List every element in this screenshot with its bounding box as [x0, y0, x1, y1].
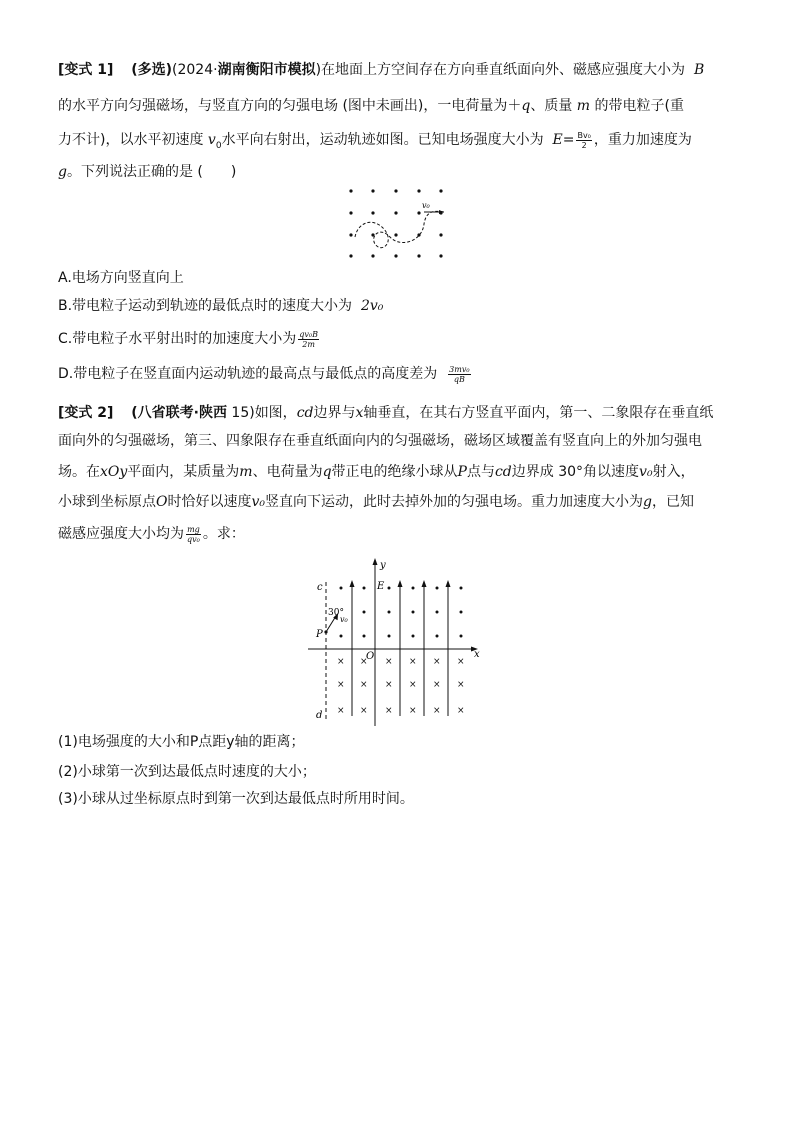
q2-symbol-q: q	[322, 464, 332, 480]
q2-source: (八省联考·陕西	[131, 405, 227, 421]
q2-fig-y-label: y	[380, 560, 386, 571]
q2-figure	[304, 556, 494, 728]
q2-text-1a: 如图，	[254, 405, 297, 421]
q2-fig-d-label: d	[316, 710, 323, 721]
q1-option-c-denominator: 2m	[302, 339, 315, 349]
q1-option-d-fraction	[448, 365, 470, 384]
svg-text:×: ×	[409, 706, 417, 716]
q2-fig-origin-label: O	[366, 651, 375, 662]
q1-text-4: 。下列说法正确的是 ( )	[66, 164, 237, 180]
q1-symbol-q: q	[521, 98, 531, 114]
svg-text:×: ×	[360, 706, 368, 716]
q1-field-dots	[349, 189, 442, 257]
q1-text-2c: 的带电粒子(重	[594, 98, 684, 114]
q1-equals: =	[562, 132, 575, 148]
q2-symbol-cd: cd	[296, 405, 314, 421]
q1-text-2a: 的水平方向匀强磁场，与竖直方向的匀强电场 (图中未画出)，一电荷量为＋	[58, 98, 522, 114]
q2-sub-question-3: (3)小球从过坐标原点时到第一次到达最低点时所用时间。	[58, 791, 414, 807]
svg-text:×: ×	[337, 680, 345, 690]
q2-tag: [变式 2]	[58, 405, 114, 421]
svg-text:×: ×	[457, 657, 465, 667]
q2-text-5a: 磁感应强度大小均为	[58, 526, 184, 542]
q2-text-4c: 竖直向下运动，此时去掉外加的匀强电场。重力加速度大小为	[265, 494, 644, 510]
q1-figure	[340, 182, 452, 264]
q2-symbol-v0: v₀	[639, 464, 653, 480]
q2-fig-P-label: P	[316, 629, 323, 640]
q1-symbol-m: m	[576, 98, 591, 114]
q2-sub-question-2: (2)小球第一次到达最低点时速度的大小；	[58, 764, 316, 780]
q2-B-denominator: qv₀	[187, 534, 200, 544]
svg-text:×: ×	[409, 680, 417, 690]
svg-text:×: ×	[385, 657, 393, 667]
svg-text:×: ×	[457, 680, 465, 690]
q2-fig-v0-label: v₀	[340, 615, 348, 624]
q1-text-3b: 水平向右射出，运动轨迹如图。已知电场强度大小为	[221, 132, 544, 148]
q1-type: (多选)	[131, 62, 173, 78]
svg-text:×: ×	[360, 680, 368, 690]
q1-E-fraction	[576, 131, 591, 150]
q2-line5	[58, 524, 245, 544]
q2-fig-x-label: x	[474, 649, 480, 660]
q1-symbol-E: E	[552, 132, 563, 148]
svg-text:×: ×	[337, 657, 345, 667]
q2-text-4a: 小球到坐标原点	[58, 494, 156, 510]
q1-option-c-numerator: qv₀B	[299, 329, 318, 339]
q1-option-c	[58, 329, 321, 349]
q2-text-3f: 边界成 30°角以速度	[511, 464, 640, 480]
svg-text:×: ×	[457, 706, 465, 716]
q2-symbol-m: m	[239, 464, 253, 480]
q1-symbol-B: B	[693, 62, 705, 78]
q1-text-2b: 、质量	[530, 98, 573, 114]
q1-source: 湖南衡阳市模拟	[217, 62, 316, 78]
q1-option-b	[58, 296, 383, 316]
q2-symbol-v0-2: v₀	[251, 494, 266, 510]
q1-tag: [变式 1]	[58, 62, 114, 78]
q1-text-1: 在地面上方空间存在方向垂直纸面向外、磁感应强度大小为	[321, 62, 686, 78]
q1-source-close: )	[315, 62, 322, 78]
q1-option-d-numerator: 3mv₀	[449, 364, 470, 374]
q1-option-d-denominator: qB	[453, 374, 465, 384]
q2-text-3e: 点与	[466, 464, 495, 480]
q2-text-3a: 场。在	[58, 464, 100, 480]
svg-text:×: ×	[360, 657, 368, 667]
q2-symbol-x: x	[355, 405, 364, 421]
svg-text:×: ×	[385, 706, 393, 716]
q2-line1	[58, 403, 713, 423]
q1-line3	[58, 130, 692, 156]
q1-subscript: 0	[215, 140, 222, 151]
q2-fig-E-label: E	[377, 581, 385, 592]
q1-option-b-value: 2v₀	[360, 298, 384, 314]
q1-fig-v0-label: v₀	[422, 201, 430, 210]
svg-text:×: ×	[337, 706, 345, 716]
q2-symbol-P: P	[457, 464, 467, 480]
q1-line1	[58, 60, 704, 80]
svg-text:×: ×	[409, 657, 417, 667]
q1-E-numerator: Bv₀	[577, 130, 591, 140]
q2-number: 15)	[231, 405, 255, 421]
q2-B-fraction	[186, 525, 201, 544]
q2-sub-question-1: (1)电场强度的大小和P点距y轴的距离；	[58, 734, 305, 750]
q1-option-d-text: D.带电粒子在竖直面内运动轨迹的最高点与最低点的高度差为	[58, 366, 438, 382]
q1-option-c-fraction	[298, 330, 319, 349]
q2-symbol-cd-2: cd	[494, 464, 512, 480]
q1-text-3a: 力不计)，以水平初速度	[58, 132, 204, 148]
svg-text:×: ×	[433, 706, 441, 716]
svg-text:×: ×	[433, 680, 441, 690]
q2-text-5b: 。求：	[202, 526, 245, 542]
q1-option-a: A.电场方向竖直向上	[58, 270, 184, 286]
q2-fig-c-label: c	[317, 582, 323, 593]
q2-field-lines	[352, 584, 448, 716]
q1-option-b-text: B.带电粒子运动到轨迹的最低点时的速度大小为	[58, 298, 353, 314]
svg-text:×: ×	[385, 680, 393, 690]
svg-text:×: ×	[433, 657, 441, 667]
q1-option-d	[58, 364, 473, 384]
q2-text-3d: 带正电的绝缘小球从	[331, 464, 458, 480]
q1-symbol-v: v	[207, 132, 216, 148]
q2-B-numerator: mg	[187, 524, 200, 534]
q2-symbol-xOy: xOy	[100, 464, 128, 480]
q2-line4	[58, 492, 694, 512]
q1-trajectory	[355, 211, 444, 247]
q1-text-3c: ，重力加速度为	[593, 132, 692, 148]
q1-year: (2024·	[172, 62, 218, 78]
q2-text-4d: ，已知	[651, 494, 694, 510]
q2-dots-out	[340, 587, 463, 638]
q2-line3	[58, 462, 695, 482]
q1-symbol-g: g	[58, 164, 67, 180]
q2-crosses-in	[337, 657, 465, 716]
q2-line2: 面向外的匀强磁场，第三、四象限存在垂直纸面向内的匀强磁场，磁场区域覆盖有竖直向上的外加匀强电	[58, 433, 702, 449]
q2-text-3g: 射入，	[652, 464, 695, 480]
q1-line2	[58, 96, 684, 116]
q2-field-arrowheads	[350, 580, 451, 587]
q2-y-axis-arrow	[373, 558, 378, 565]
q1-option-c-text: C.带电粒子水平射出时的加速度大小为	[58, 331, 297, 347]
q2-symbol-O: O	[156, 494, 168, 510]
q2-text-3b: 平面内，某质量为	[127, 464, 240, 480]
q2-text-4b: 时恰好以速度	[167, 494, 252, 510]
q1-line4	[58, 162, 236, 182]
q1-E-denominator: 2	[581, 140, 587, 150]
q2-text-3c: 、电荷量为	[252, 464, 323, 480]
q2-text-1b: 边界与	[313, 405, 356, 421]
q2-fig-angle-label: 30°	[328, 608, 344, 618]
q2-symbol-g: g	[643, 494, 652, 510]
q2-text-1c: 轴垂直，在其右方竖直平面内，第一、二象限存在垂直纸	[363, 405, 714, 421]
